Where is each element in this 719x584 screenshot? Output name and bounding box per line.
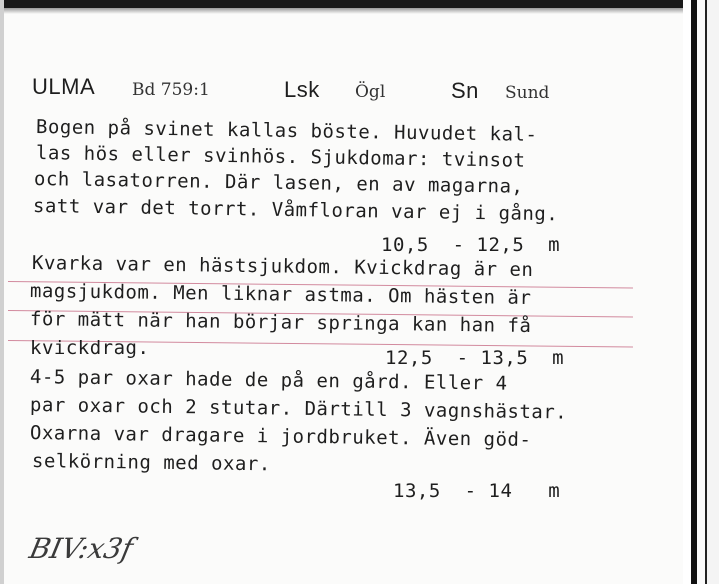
p3-line-3: Oxarna var dragare i jordbruket. Även göd- (29, 422, 532, 452)
p2-line-1: Kvarka var en hästsjukdom. Kvickdrag är en (31, 252, 534, 282)
p1-range: 10,5 - 12,5 m (381, 234, 561, 256)
header-place: ULMA (32, 74, 96, 99)
header-sn-value: Sund (505, 83, 550, 103)
header-lsk-value: Ögl (355, 82, 386, 102)
card-right-edge (683, 0, 719, 584)
p2-range: 12,5 - 13,5 m (385, 347, 565, 369)
p2-line-3: för mätt när han börjar springa kan han få (29, 308, 532, 338)
card-top-shadow (0, 8, 719, 14)
p3-line-2: par oxar och 2 stutar. Därtill 3 vagnshästar. (29, 394, 568, 424)
card-top-edge (0, 0, 719, 8)
p2-line-2: magsjukdom. Men liknar astma. Om hästen är (29, 280, 532, 310)
header-volume: Bd 759:1 (132, 80, 210, 100)
p1-line-2: las hös eller svinhös. Sjukdomar: tvinsot (35, 142, 526, 172)
handwritten-reference: BIV:x3f (26, 532, 136, 565)
p3-line-1: 4-5 par oxar hade de på en gård. Eller 4 (29, 366, 508, 395)
card-left-edge (0, 0, 4, 584)
header-sn-label: Sn (451, 78, 479, 103)
p1-line-3: och lasatorren. Där lasen, en av magarna, (33, 168, 524, 198)
p1-line-1: Bogen på svinet kallas böste. Huvudet kal- (35, 116, 538, 146)
p3-range: 13,5 - 14 m (393, 480, 561, 502)
p2-line-4: kvickdrag. (30, 337, 150, 359)
header-lsk-label: Lsk (284, 77, 320, 102)
p1-line-4: satt var det torrt. Våmfloran var ej i gång. (32, 195, 559, 226)
p3-line-4: selkörning med oxar. (31, 450, 271, 476)
